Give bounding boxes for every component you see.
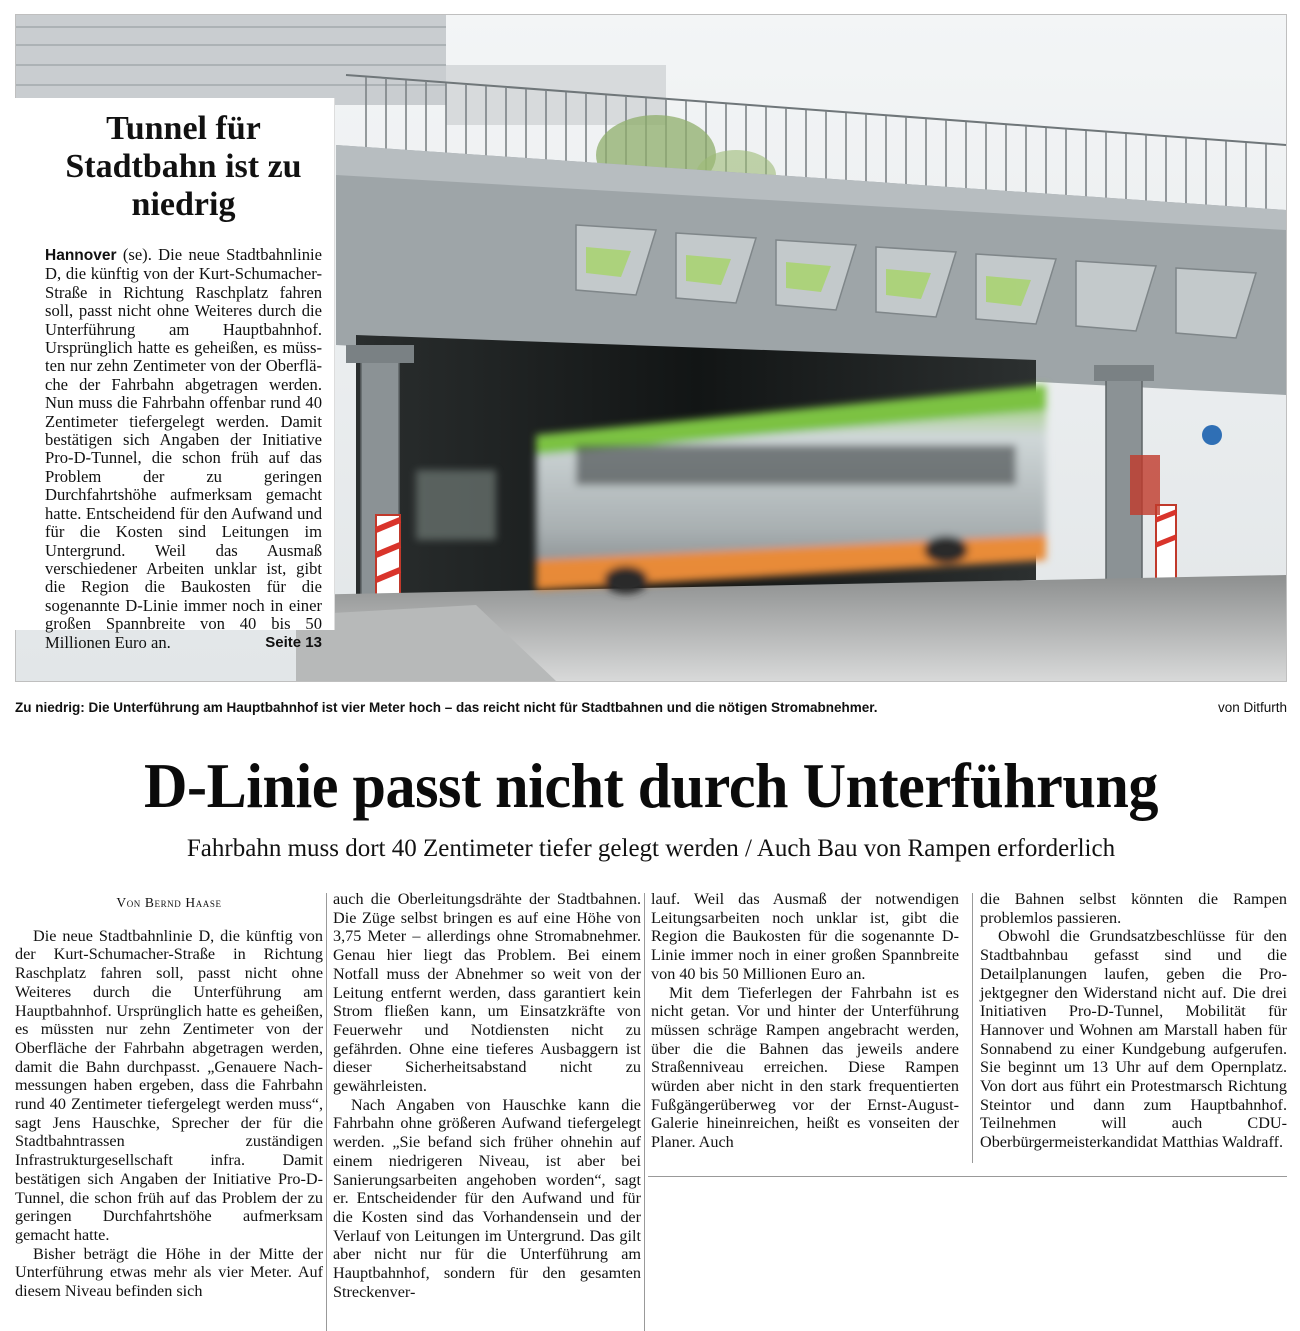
photo-caption	[15, 700, 1287, 720]
paragraph: Mit dem Tieferlegen der Fahrbahn ist es nicht getan. Vor und hinter der Unterführung müssen schräge Rampen angebracht werden, über die die Bahnen das jeweils andere Straßenniveau erreichen. Diese Rampen würden aber nicht in den stark frequentierten Fußgängerüberweg vor der Ernst-August-Galerie hineinreichen, heißt es vonseiten der Planer. Auch	[651, 983, 959, 1152]
article-column-4	[980, 890, 1287, 1152]
paragraph: Obwohl die Grundsatzbeschlüsse für den Stadtbahnbau gefasst sind und die Detailplanungen laufen, geben die Projektgegner den Widerstand nicht auf. Die drei Initiativen Pro-D-Tunnel, Mobilität für Hannover und Wohnen am Marstall haben für Sonnabend zu einer Kundgebung aufgerufen. Sie beginnt um 13 Uhr auf dem Opernplatz. Von dort aus führt ein Protestmarsch Richtung Steintor und dann zum Hauptbahnhof. Teilnehmen will auch CDU-Oberbürgermeisterkandidat Matthias Waldraff.	[980, 927, 1287, 1152]
article-column-1	[15, 890, 323, 1301]
article-column-3	[651, 890, 959, 1152]
paragraph: Bisher beträgt die Höhe in der Mitte der Unterführung etwas mehr als vier Meter. Auf diesem Niveau befinden sich	[15, 1244, 323, 1301]
photo-credit: von Ditfurth	[1217, 700, 1287, 715]
teaser-title: Tunnel für Stadtbahn ist zu niedrig	[65, 110, 302, 223]
paragraph: die Bahnen selbst könnten die Rampen problemlos passieren.	[980, 890, 1287, 927]
teaser-body	[45, 246, 322, 652]
paragraph: lauf. Weil das Ausmaß der notwendigen Leitungsarbeiten noch unklar ist, gibt die Region die Baukosten für die sogenannte D-Linie immer noch in einer großen Spannbreite von 40 bis 50 Millionen Euro an.	[651, 890, 959, 983]
paragraph: Nach Angaben von Hauschke kann die Fahrbahn ohne größeren Aufwand tiefergelegt werden. „Sie befand sich früher ohnehin auf einem niedrigeren Niveau, ist aber bei Sanierungsarbeiten angehoben worden“, sagt er. Entscheidender für den Aufwand und für die Kosten sind das Vorhandensein und der Verlauf von Leitungen im Untergrund. Das gilt aber nicht nur für die Unterführung am Hauptbahnhof, sondern für den gesamten Streckenver-	[333, 1095, 641, 1301]
column-divider	[326, 893, 327, 1331]
paragraph: auch die Oberleitungsdrähte der Stadtbahnen. Die Züge selbst bringen es auf eine Höhe von 3,75 Meter – allerdings ohne Stromabnehmer. Genau hier liegt das Problem. Bei einem Notfall muss der Abnehmer so weit von der Leitung entfernt werden, dass garantiert kein Strom fließen kann, um Einsatzkräfte von Feuerwehr und Notdiensten nicht zu gefährden. Ohne eine tieferes Ausbaggern ist dieser Sicherheitsabstand nicht zu gewährleisten.	[333, 890, 641, 1096]
article-column-2	[333, 890, 641, 1301]
column-divider	[644, 893, 645, 1331]
headline: D-Linie passt nicht durch Unterführung	[144, 750, 1158, 821]
teaser-box	[15, 98, 335, 652]
byline: Von Bernd Haase	[116, 895, 222, 910]
paragraph: Die neue Stadtbahnlinie D, die künftig von der Kurt-Schumacher-Straße in Richtung Raschplatz fahren soll, passt nicht ohne Weiteres durch die Unterführung am Hauptbahnhof. Ursprünglich hatte es geheißen, es müssten nur zehn Zentimeter von der Oberfläche der Fahrbahn abgetragen werden, damit die Bahn durchpasst. „Genauere Nachmessungen haben ergeben, dass die Fahrbahn rund 40 Zentimeter tiefergelegt werden muss“, sagt Jens Hauschke, Sprecher der für die Stadtbahntrassen zuständigen Infrastrukturgesellschaft infra. Damit bestätigen sich Angaben der Initiative Pro-D-Tunnel, die schon früh auf das Problem der zu geringen Durchfahrtshöhe aufmerksam gemacht hatte.	[15, 926, 323, 1244]
caption-text: Zu niedrig: Die Unterführung am Hauptbahnhof ist vier Meter hoch – das reicht nicht für Stadtbahnen und die nötigen Stromabnehmer.	[15, 700, 878, 715]
teaser-text: (se). Die neue Stadtbahnlinie D, die künftig von der Kurt-Schumacher-Straße in Richtung Raschplatz fahren soll, passt nicht ohne Weiteres durch die Unterführung am Hauptbahnhof. Ursprünglich hatte es geheißen, es müssten nur zehn Zentimeter von der Oberfläche der Fahrbahn abgetragen werden. Nun muss die Fahrbahn offenbar rund 40 Zentimeter tiefergelegt werden. Damit bestätigen sich Angaben der Initiative Pro-D-Tunnel, die schon früh auf das Problem der zu geringen Durchfahrtshöhe aufmerksam gemacht hatte. Entscheidend für den Aufwand und für die Kosten sind Leitungen im Untergrund. Weil das Ausmaß verschiedener Arbeiten unklar ist, gibt die Region die Baukosten für die sogenannte D-Linie immer noch in einer großen Spannbreite von 40 bis 50 Millionen Euro an.	[45, 245, 322, 652]
teaser-location: Hannover	[45, 247, 117, 264]
teaser-page-ref: Seite 13	[265, 633, 322, 651]
section-divider	[648, 1176, 1287, 1177]
subheadline: Fahrbahn muss dort 40 Zentimeter tiefer gelegt werden / Auch Bau von Rampen erforderlich	[186, 835, 1116, 862]
column-divider	[972, 893, 973, 1163]
